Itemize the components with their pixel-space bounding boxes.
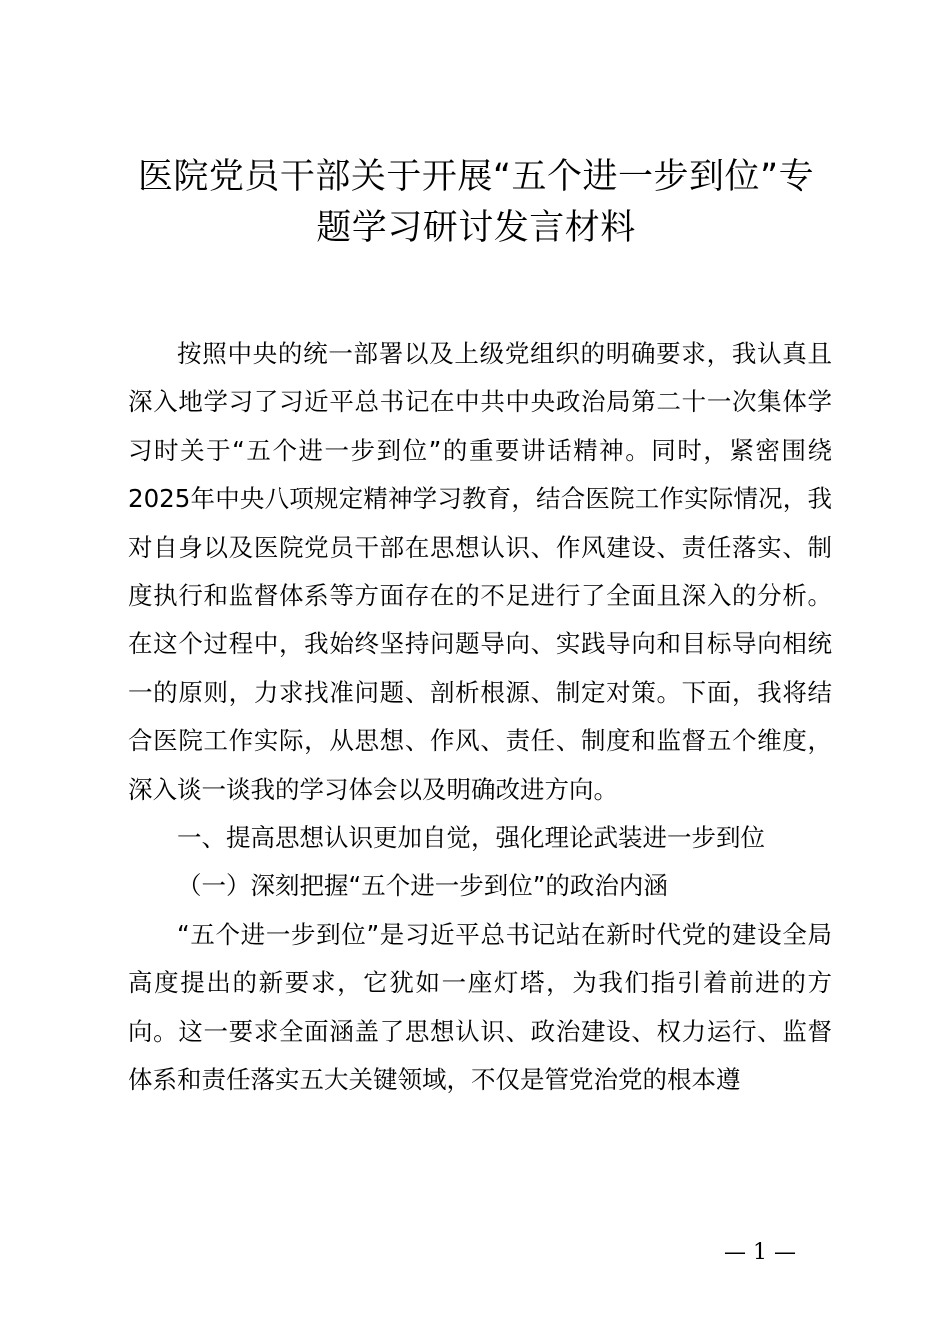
subsection-1-paragraph: “五个进一步到位”是习近平总书记站在新时代党的建设全局高度提出的新要求，它犹如一座灯塔，为我们指引着前进的方向。这一要求全面涵盖了思想认识、政治建设、权力运行、监督体系和责任落实五大关键领域，不仅是管党治党的根本遵 <box>128 919 832 1095</box>
page-number: — 1 — <box>724 1240 796 1265</box>
document-title <box>120 152 832 254</box>
subsection-1-heading: （一）深刻把握“五个进一步到位”的政治内涵 <box>177 871 668 901</box>
section-1-heading: 一、提高思想认识更加自觉，强化理论武装进一步到位 <box>177 823 765 853</box>
title-line-1: 医院党员干部关于开展“五个进一步到位”专 <box>137 157 815 197</box>
intro-paragraph: 按照中央的统一部署以及上级党组织的明确要求，我认真且深入地学习了习近平总书记在中共中央政治局第二十一次集体学习时关于“五个进一步到位”的重要讲话精神。同时，紧密围绕2025年中央八项规定精神学习教育，结合医院工作实际情况，我对自身以及医院党员干部在思想认识、作风建设、责任落实、制度执行和监督体系等方面存在的不足进行了全面且深入的分析。在这个过程中，我始终坚持问题导向、实践导向和目标导向相统一的原则，力求找准问题、剖析根源、制定对策。下面，我将结合医院工作实际，从思想、作风、责任、制度和监督五个维度，深入谈一谈我的学习体会以及明确改进方向。 <box>128 339 832 804</box>
title-line-2: 题学习研讨发言材料 <box>316 208 636 248</box>
document-body <box>128 330 832 1105</box>
